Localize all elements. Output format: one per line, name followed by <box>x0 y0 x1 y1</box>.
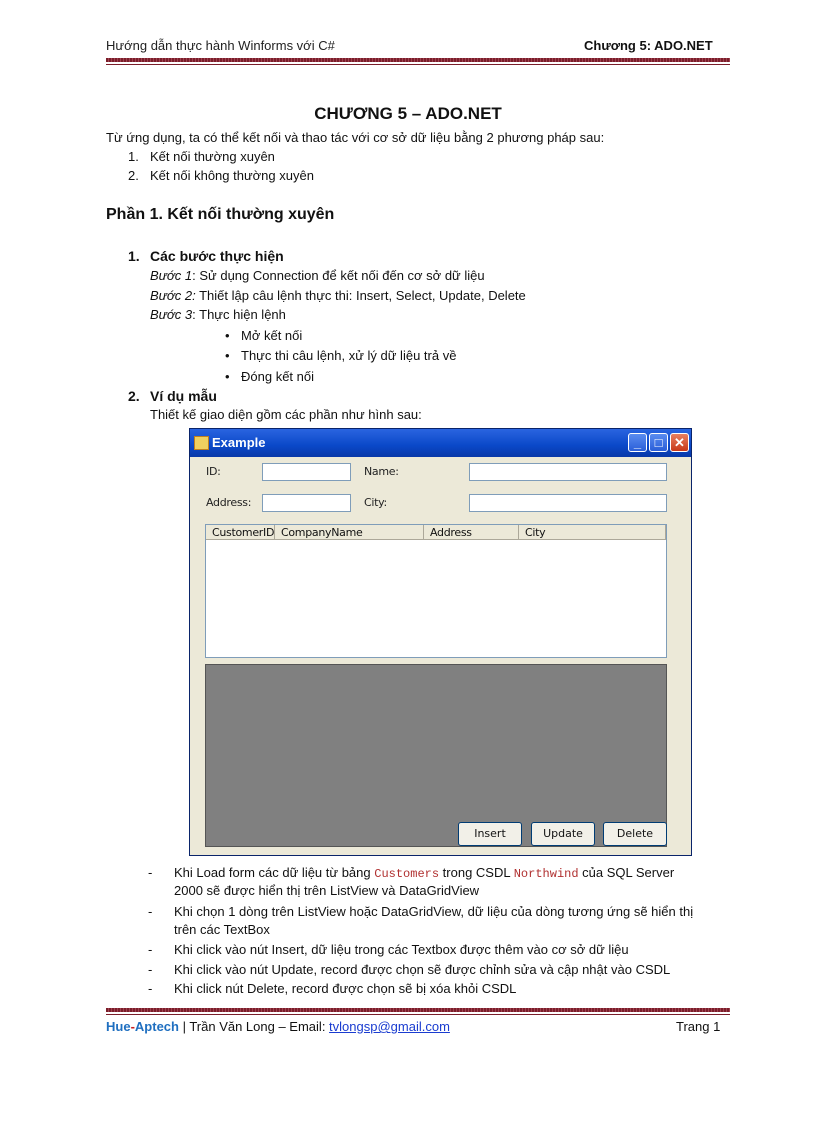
bullet-item: • Thực thi câu lệnh, xử lý dữ liệu trả về <box>225 348 457 363</box>
header-right: Chương 5: ADO.NET <box>584 38 713 53</box>
method-1-text: Kết nối thường xuyên <box>150 149 275 164</box>
step-1: Bước 1: Sử dụng Connection để kết nối đến cơ sở dữ liệu <box>150 268 485 283</box>
column-header[interactable]: CompanyName <box>275 525 424 540</box>
step-2: Bước 2: Thiết lập câu lệnh thực thi: Insert, Select, Update, Delete <box>150 288 526 303</box>
intro-text: Từ ứng dụng, ta có thể kết nối và thao tác với cơ sở dữ liệu bằng 2 phương pháp sau: <box>106 130 605 145</box>
column-header[interactable]: CustomerID <box>206 525 275 540</box>
sec2-num: 2. <box>128 388 140 404</box>
sec2-desc: Thiết kế giao diện gồm các phần như hình sau: <box>150 407 422 422</box>
part-heading: Phần 1. Kết nối thường xuyên <box>106 206 335 223</box>
update-button[interactable]: Update <box>531 822 595 846</box>
note-item: - Khi chọn 1 dòng trên ListView hoặc DataGridView, dữ liệu của dòng tương ứng sẽ hiển thị <box>148 904 694 919</box>
footer-rule-thin <box>106 1014 730 1015</box>
note-item-cont: 2000 sẽ được hiển thị trên ListView và DataGridView <box>174 883 480 898</box>
sec1-heading: Các bước thực hiện <box>150 248 284 264</box>
name-input[interactable] <box>469 463 667 481</box>
brand-aptech: Aptech <box>134 1019 179 1034</box>
sec2-heading: Ví dụ mẫu <box>150 388 217 404</box>
method-2-num: 2. <box>128 168 139 183</box>
bullet-item: • Mở kết nối <box>225 328 303 343</box>
insert-button[interactable]: Insert <box>458 822 522 846</box>
header-rule-thin <box>106 64 730 65</box>
close-icon[interactable]: ✕ <box>670 433 689 452</box>
example-window <box>189 428 692 856</box>
minimize-icon[interactable]: _ <box>628 433 647 452</box>
method-1-num: 1. <box>128 149 139 164</box>
address-label: Address: <box>206 496 252 509</box>
note-item: - Khi click vào nút Update, record được chọn sẽ được chỉnh sửa và cập nhật vào CSDL <box>148 962 671 977</box>
name-label: Name: <box>364 465 399 478</box>
email-link[interactable]: tvlongsp@gmail.com <box>329 1019 450 1034</box>
sec1-num: 1. <box>128 248 140 264</box>
method-2-text: Kết nối không thường xuyên <box>150 168 314 183</box>
maximize-icon[interactable]: □ <box>649 433 668 452</box>
note-item-cont: trên các TextBox <box>174 922 270 937</box>
note-item: - Khi click vào nút Insert, dữ liệu trong các Textbox được thêm vào cơ sở dữ liệu <box>148 942 629 957</box>
brand-hue: Hue <box>106 1019 131 1034</box>
city-label: City: <box>364 496 387 509</box>
app-icon <box>194 436 209 450</box>
window-title: Example <box>212 435 266 450</box>
footer-rule <box>106 1008 730 1012</box>
city-input[interactable] <box>469 494 667 512</box>
note-item: - Khi click nút Delete, record được chọn sẽ bị xóa khỏi CSDL <box>148 981 517 996</box>
footer-left: Hue-Aptech | Trần Văn Long – Email: tvlongsp@gmail.com <box>106 1019 450 1034</box>
column-header[interactable]: Address <box>424 525 519 540</box>
step-3: Bước 3: Thực hiện lệnh <box>150 307 286 322</box>
header-left: Hướng dẫn thực hành Winforms với C# <box>106 38 335 53</box>
window-titlebar[interactable] <box>190 429 691 457</box>
delete-button[interactable]: Delete <box>603 822 667 846</box>
chapter-title: CHƯƠNG 5 – ADO.NET <box>314 104 502 123</box>
address-input[interactable] <box>262 494 351 512</box>
id-input[interactable] <box>262 463 351 481</box>
page-number: Trang 1 <box>676 1019 721 1034</box>
bullet-item: • Đóng kết nối <box>225 369 314 384</box>
column-header[interactable]: City <box>519 525 666 540</box>
header-rule <box>106 58 730 62</box>
note-item: - Khi Load form các dữ liệu từ bảng Customers trong CSDL Northwind của SQL Server <box>148 865 675 881</box>
customer-listview[interactable] <box>205 524 667 658</box>
customer-datagridview[interactable] <box>205 664 667 847</box>
id-label: ID: <box>206 465 221 478</box>
